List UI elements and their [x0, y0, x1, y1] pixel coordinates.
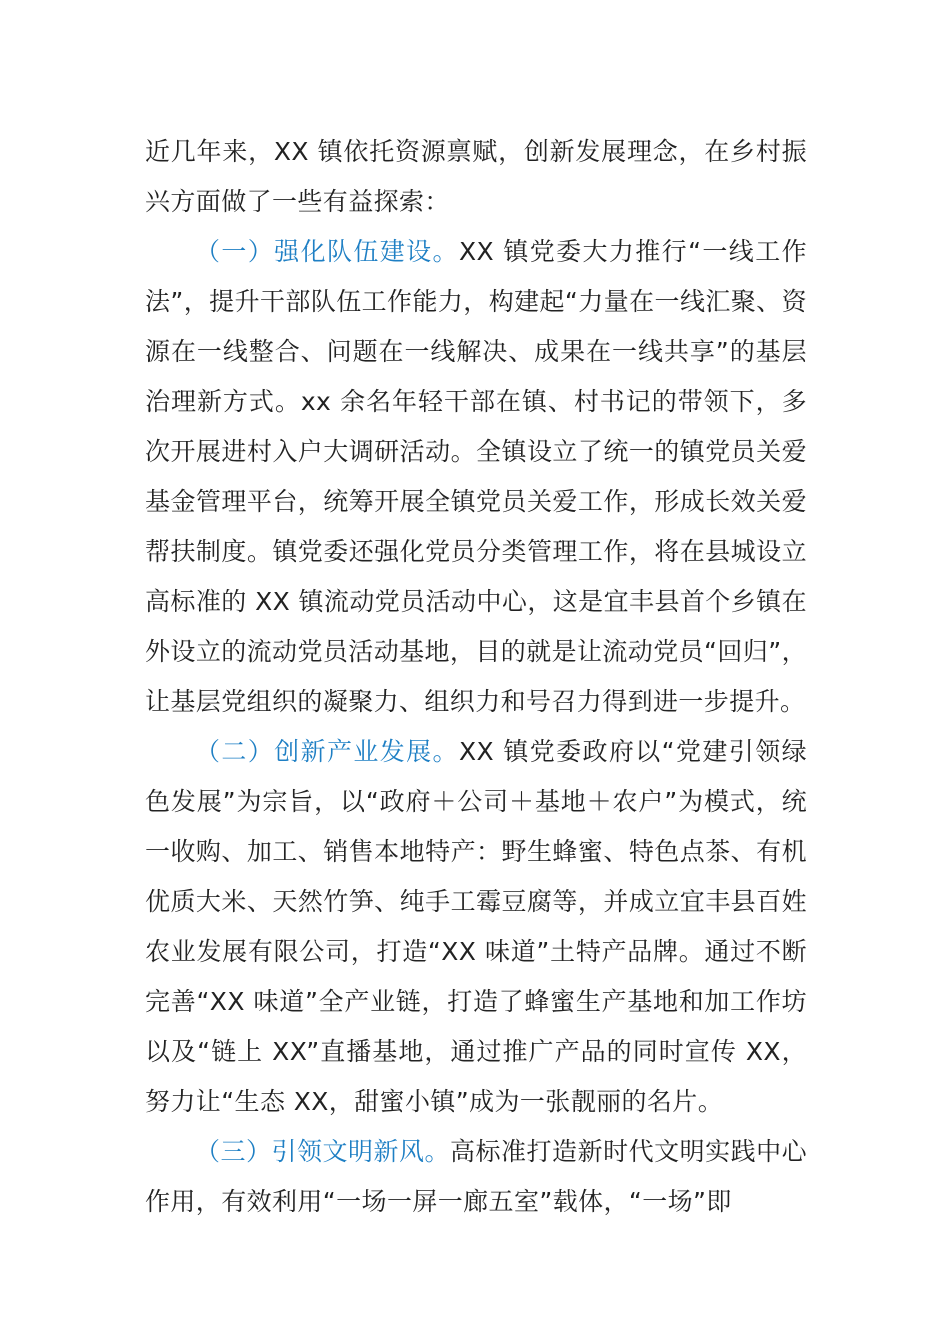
section-3-paragraph	[145, 1127, 807, 1227]
document-body	[145, 127, 807, 1227]
section-1-paragraph	[145, 227, 807, 727]
section-2-heading: （二）创新产业发展。	[195, 737, 459, 766]
paragraph-text: 近几年来，XX 镇依托资源禀赋，创新发展理念，在乡村振兴方面做了一些有益探索：	[145, 137, 807, 216]
section-3-text: 高标准打造新时代文明实践中心作用，有效利用“一场一屏一廊五室”载体，“一场”即	[145, 1137, 807, 1216]
section-1-heading: （一）强化队伍建设。	[195, 237, 459, 266]
section-2-paragraph	[145, 727, 807, 1127]
section-1-text: XX 镇党委大力推行“一线工作法”，提升干部队伍工作能力，构建起“力量在一线汇聚、资源在一线整合、问题在一线解决、成果在一线共享”的基层治理新方式。xx 余名年轻干部在镇、村书记的带领下，多次开展进村入户大调研活动。全镇设立了统一的镇党员关爱基金管理平台，统筹开展全镇党员关爱工作，形成长效关爱帮扶制度。镇党委还强化党员分类管理工作，将在县城设立高标准的 XX 镇流动党员活动中心，这是宜丰县首个乡镇在外设立的流动党员活动基地，目的就是让流动党员“回归”，让基层党组织的凝聚力、组织力和号召力得到进一步提升。	[145, 237, 807, 716]
intro-paragraph	[145, 127, 807, 227]
section-2-text: XX 镇党委政府以“党建引领绿色发展”为宗旨，以“政府＋公司＋基地＋农户”为模式，统一收购、加工、销售本地特产：野生蜂蜜、特色点茶、有机优质大米、天然竹笋、纯手工霉豆腐等，并成立宜丰县百姓农业发展有限公司，打造“XX 味道”土特产品牌。通过不断完善“XX 味道”全产业链，打造了蜂蜜生产基地和加工作坊以及“链上 XX”直播基地，通过推广产品的同时宣传 XX，努力让“生态 XX，甜蜜小镇”成为一张靓丽的名片。	[145, 737, 807, 1116]
section-3-heading: （三）引领文明新风。	[195, 1137, 451, 1166]
